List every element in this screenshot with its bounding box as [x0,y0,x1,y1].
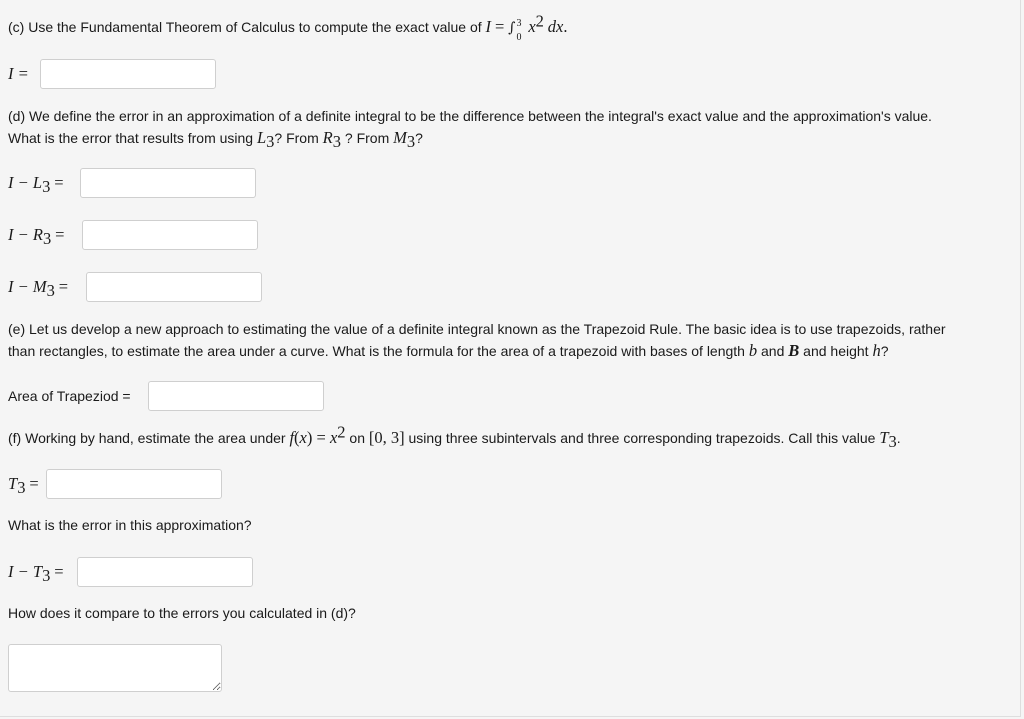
answer-input-I-M3[interactable] [86,272,262,302]
answer-input-I-R3[interactable] [82,220,258,250]
answer-label-I-R3: $I - R_3$ = [8,225,65,248]
error-question: What is the error in this approximation? [8,517,252,533]
part-d-line2: What is the error that results from using $L_3$? From $R_3$ ? From $M_3$? [8,128,423,151]
answer-input-T3[interactable] [46,469,222,499]
answer-input-I[interactable] [40,59,216,89]
answer-input-I-L3[interactable] [80,168,256,198]
answer-label-I-M3: $I - M_3$ = [8,277,69,300]
answer-label-I-L3: $I - L_3$ = [8,173,64,196]
part-f-question: (f) Working by hand, estimate the area under $f(x) = x^2$ on [0, 3] using three subintervals and three corresponding trapezoids. Call this value $T_3$. [8,422,901,451]
answer-input-trapezoid-area[interactable] [148,381,324,411]
answer-label-I: I = [8,64,29,83]
compare-question: How does it compare to the errors you calculated in (d)? [8,605,356,621]
part-e-line2: than rectangles, to estimate the area under a curve. What is the formula for the area of a trapezoid with bases of length b and B and height h? [8,341,889,360]
answer-label-T3: $T_3$ = [8,474,39,497]
answer-input-I-T3[interactable] [77,557,253,587]
part-e-line1: (e) Let us develop a new approach to estimating the value of a definite integral known as the Trapezoid Rule. The basic idea is to use trapezoids, rather [8,321,946,337]
compare-answer-textarea[interactable] [8,644,222,692]
answer-label-I-T3: $I - T_3$ = [8,562,64,585]
part-d-line1: (d) We define the error in an approximation of a definite integral to be the difference between the integral's exact value and the approximation's value. [8,108,932,124]
part-c-question: (c) Use the Fundamental Theorem of Calculus to compute the exact value of I = ∫ 3 0 $x^2$ dx. [8,11,568,44]
answer-label-trapezoid-area: Area of Trapeziod = [8,388,131,404]
